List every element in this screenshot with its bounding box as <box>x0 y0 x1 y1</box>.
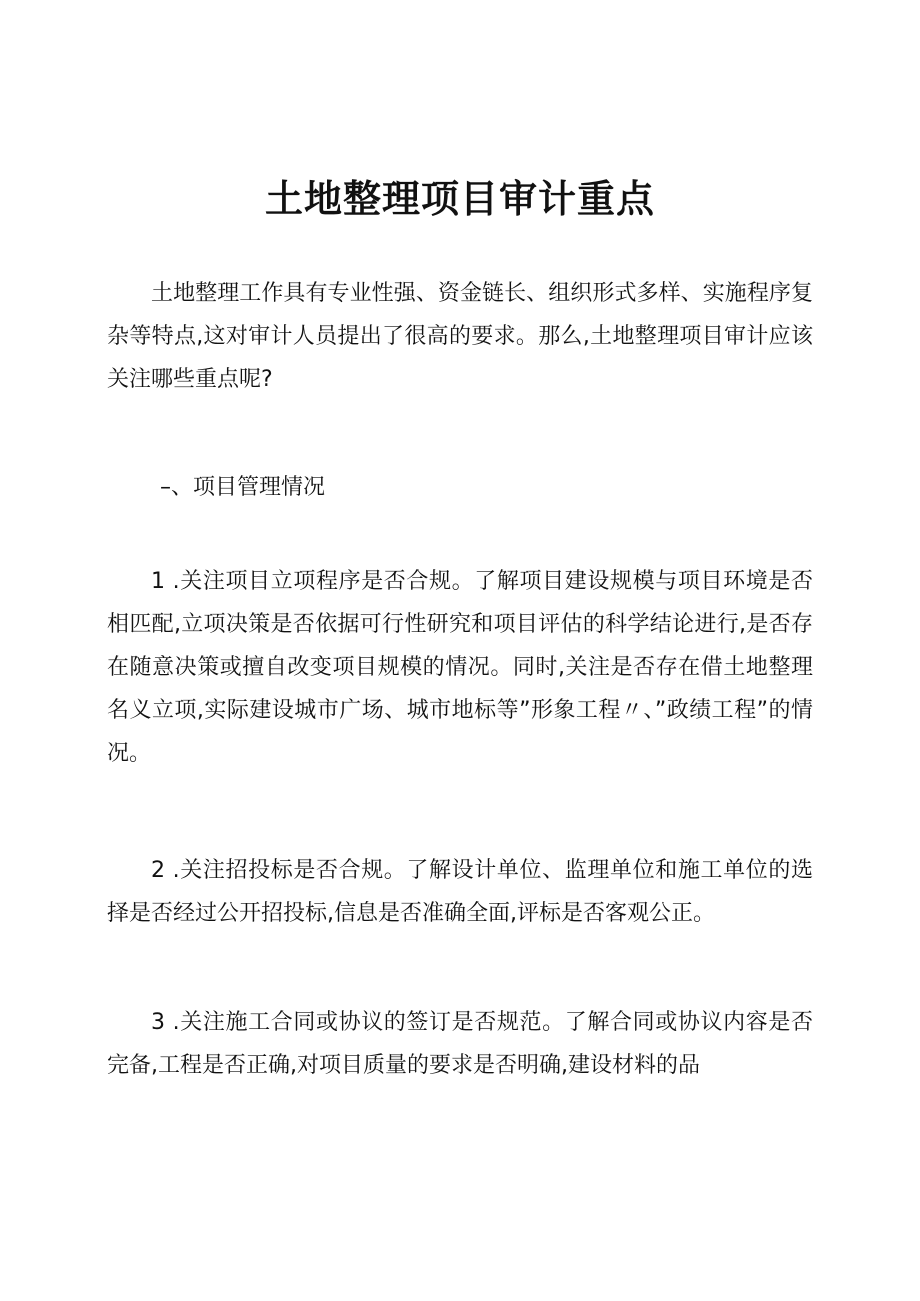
list-item: 2 .关注招投标是否合规。了解设计单位、监理单位和施工单位的选择是否经过公开招投标,信息是否准确全面,评标是否客观公正。 <box>107 858 813 926</box>
intro-paragraph: 土地整理工作具有专业性强、资金链长、组织形式多样、实施程序复杂等特点,这对审计人员提出了很高的要求。那么,土地整理项目审计应该关注哪些重点呢? <box>107 281 813 392</box>
document-title: 土地整理项目审计重点 <box>264 177 655 221</box>
list-item: 1 .关注项目立项程序是否合规。了解项目建设规模与项目环境是否相匹配,立项决策是否依据可行性研究和项目评估的科学结论进行,是否存在随意决策或擅自改变项目规模的情况。同时,关注是否存在借土地整理名义立项,实际建设城市广场、城市地标等”形象工程〃、”政绩工程”的情况。 <box>107 569 813 766</box>
section-heading: –、项目管理情况 <box>160 475 326 500</box>
list-item: 3 .关注施工合同或协议的签订是否规范。了解合同或协议内容是否完备,工程是否正确,对项目质量的要求是否明确,建设材料的品 <box>107 1010 813 1078</box>
